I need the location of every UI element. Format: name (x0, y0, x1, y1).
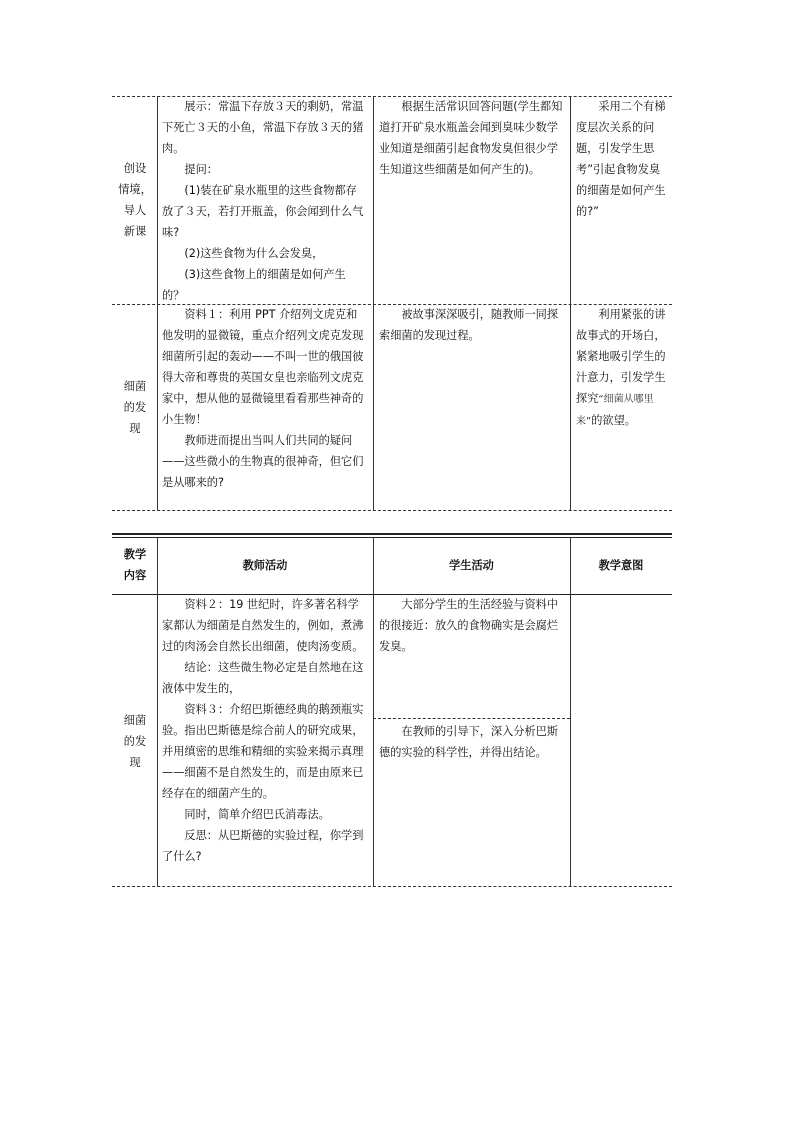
teacher-paragraph: (1)装在矿泉水瓶里的这些食物都存放了３天，若打开瓶盖，你会闻到什么气味? (162, 184, 364, 239)
label-line: 的发 (123, 401, 147, 414)
header-line: 教学 (123, 548, 147, 561)
label-line: 细菌 (123, 380, 147, 393)
intent-paragraph: 采用二个有梯度层次关系的问题，引发学生思考”引起食物发臭的细菌是如何产生的?” (576, 100, 666, 218)
teacher-paragraph: 同时，简单介绍巴氏消毒法。 (184, 808, 330, 821)
teacher-activity-cell (162, 96, 368, 306)
teaching-intent-cell (576, 96, 668, 222)
teacher-activity-cell (162, 594, 368, 867)
teacher-paragraph: 展示：常温下存放３天的剩奶，常温下死亡３天的小鱼，常温下存放３天的猪肉。 (162, 100, 364, 155)
row-label-discovery (112, 376, 158, 439)
column-divider (570, 96, 571, 510)
label-line: 导人 (123, 204, 147, 217)
column-divider (373, 96, 374, 510)
label-line: 新课 (123, 225, 147, 238)
label-line: 创设 (123, 162, 147, 175)
column-divider (570, 537, 571, 886)
table-border-top-thin (112, 537, 672, 538)
label-line: 情境， (118, 183, 152, 196)
row-label-intro (112, 158, 158, 242)
teacher-paragraph: 教师进而提出当叫人们共同的疑问——这些微小的生物真的很神奇，但它们是从哪来的? (162, 434, 364, 489)
student-paragraph: 大部分学生的生活经验与资料中的很接近：放久的食物确实是会腐烂发臭。 (379, 598, 559, 653)
row-label-discovery (112, 710, 158, 773)
student-activity-cell (379, 721, 565, 763)
student-paragraph: 根据生活常识回答问题(学生都知道打开矿泉水瓶盖会闻到臭味少数学业知道是细菌引起食物发臭但很少学生知道这些细菌是如何产生的)。 (379, 100, 563, 176)
teacher-activity-cell (162, 304, 368, 493)
intent-tail: 的欲望。 (591, 414, 636, 427)
teacher-paragraph: 结论：这些微生物必定是自然地在这液体中发生的， (162, 661, 364, 695)
column-divider (373, 537, 374, 886)
label-line: 的发 (123, 735, 147, 748)
teacher-paragraph: (2)这些食物为什么会发臭， (184, 247, 324, 260)
header-teacher-activity: 教师活动 (242, 559, 288, 572)
teacher-paragraph: 资料１：利用 PPT 介绍列文虎克和他发明的显微镜，重点介绍列文虎克发现细菌所引起的轰动——不叫一世的俄国彼得大帝和尊贵的英国女皇也亲临列文虎克家中，想从他的显微镜里看看那些神奇的小生物！ (162, 308, 364, 426)
label-line: 现 (129, 422, 141, 435)
header-teaching-intent: 教学意图 (598, 559, 644, 572)
table-border-top-thick (112, 533, 672, 535)
teacher-paragraph: (3)这些食物上的细菌是如何产生的？ (162, 268, 346, 302)
student-activity-cell (379, 304, 565, 346)
teacher-paragraph: 反思：从巴斯德的实验过程，你学到了什么? (162, 829, 364, 863)
intent-text: 利用紧张的讲故事式的开场白，紧紧地吸引学生的汁意力，引发学生探究 (576, 308, 666, 405)
label-line: 现 (129, 756, 141, 769)
teacher-paragraph: 资料３：介绍巴斯德经典的鹅颈瓶实验。指出巴斯德是综合前人的研究成果，并用缜密的思维和精细的实验来揭示真理——细菌不是自然发生的，而是由原来已经存在的细菌产生的。 (162, 703, 364, 800)
label-line: 细菌 (123, 714, 147, 727)
table-border-bottom (112, 510, 672, 511)
student-paragraph: 被故事深深吸引，随教师一同探索细菌的发现过程。 (379, 308, 559, 342)
teacher-paragraph: 资料２：19 世纪时，许多著名科学家都认为细菌是自然发生的，例如，煮沸过的肉汤会自然长出细菌，使肉汤变质。 (162, 598, 364, 653)
table-border-bottom (112, 886, 672, 887)
header-teaching-content (112, 544, 158, 586)
student-activity-cell (379, 96, 565, 180)
student-activity-cell (379, 594, 565, 657)
header-student-activity: 学生活动 (449, 559, 494, 572)
intent-quote: “细菌从哪里来” (576, 394, 654, 427)
teacher-paragraph: 提问： (184, 163, 218, 176)
student-row-divider (373, 718, 570, 719)
header-line: 内容 (123, 569, 147, 582)
teaching-intent-cell (576, 304, 668, 432)
student-paragraph: 在教师的引导下，深入分析巴斯德的实验的科学性，并得出结论。 (379, 725, 559, 759)
intent-paragraph (576, 304, 668, 432)
